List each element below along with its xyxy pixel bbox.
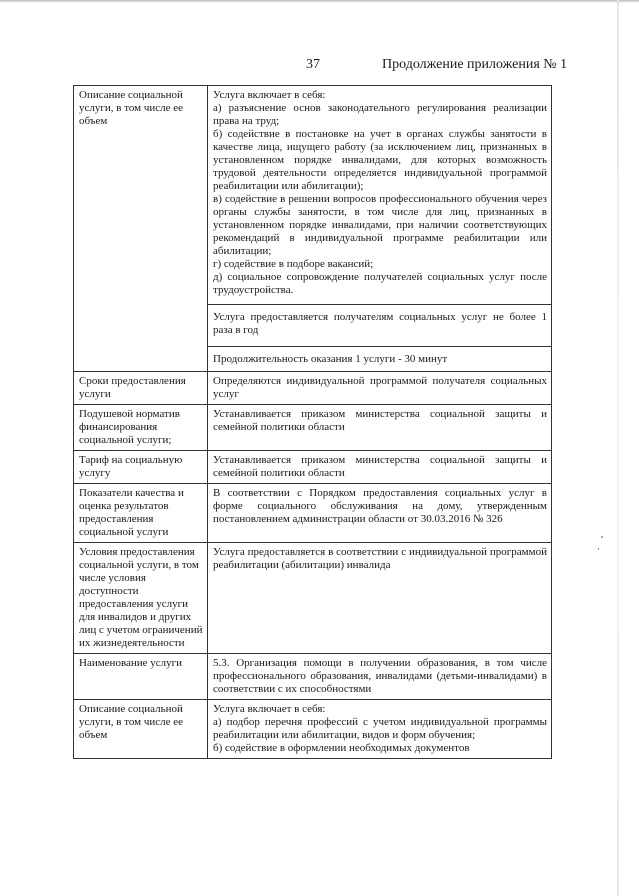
row-label: Сроки предоставления услуги xyxy=(74,372,208,405)
row-value: 5.3. Организация помощи в получении образования, в том числе профессионального образования, инвалидами (детьми-инвалидами) в соответствии с их способностями xyxy=(208,654,552,700)
row-label: Описание социальной услуги, в том числе ее объем xyxy=(74,86,208,372)
row-value: В соответствии с Порядком предоставления социальных услуг в форме социального обслуживания на дому, утвержденным постановлением администрации области от 30.03.2016 № 326 xyxy=(208,484,552,543)
row-value xyxy=(208,86,552,372)
table-row xyxy=(74,484,552,543)
row-label: Условия предоставления социальной услуги, в том числе условия доступности предоставления услуги для инвалидов и других лиц с учетом ограничений их жизнедеятельности xyxy=(74,543,208,654)
scan-edge-right xyxy=(617,0,619,896)
table-row xyxy=(74,372,552,405)
row-label: Подушевой норматив финансирования социальной услуги; xyxy=(74,405,208,451)
row-value: Устанавливается приказом министерства социальной защиты и семейной политики области xyxy=(208,451,552,484)
scan-edge xyxy=(0,0,639,3)
table-row xyxy=(74,451,552,484)
service-description-table xyxy=(73,85,552,759)
list-item: а) подбор перечня профессий с учетом индивидуальной программы реабилитации или абилитации, видов и форм обучения; xyxy=(213,716,547,741)
list-item: г) содействие в подборе вакансий; xyxy=(213,258,374,270)
page-number: 37 xyxy=(306,57,320,72)
row-label: Описание социальной услуги, в том числе ее объем xyxy=(74,700,208,759)
row-value xyxy=(208,700,552,759)
list-item: б) содействие в оформлении необходимых документов xyxy=(213,742,470,754)
row-value: Определяются индивидуальной программой получателя социальных услуг xyxy=(208,372,552,405)
row-value: Устанавливается приказом министерства социальной защиты и семейной политики области xyxy=(208,405,552,451)
table-row xyxy=(74,405,552,451)
duration-note: Продолжительность оказания 1 услуги - 30 минут xyxy=(208,346,551,368)
table-row xyxy=(74,654,552,700)
list-item: д) социальное сопровождение получателей социальных услуг после трудоустройства. xyxy=(213,271,547,296)
scan-speck xyxy=(601,536,603,538)
list-item: б) содействие в постановке на учет в органах службы занятости в качестве лица, ищущего работу (за исключением лиц, признанных в установленном порядке инвалидами, для которых возможность трудовой деятельности определяется индивидуальной программой реабилитации или абилитации); xyxy=(213,128,547,192)
table-row xyxy=(74,86,552,372)
appendix-continuation-heading: Продолжение приложения № 1 xyxy=(382,57,568,72)
table-row xyxy=(74,700,552,759)
frequency-note: Услуга предоставляется получателям социальных услуг не более 1 раза в год xyxy=(208,304,551,339)
row-label: Наименование услуги xyxy=(74,654,208,700)
row-label: Показатели качества и оценка результатов предоставления социальной услуги xyxy=(74,484,208,543)
row-value: Услуга предоставляется в соответствии с индивидуальной программой реабилитации (абилитации) инвалида xyxy=(208,543,552,654)
list-item: в) содействие в решении вопросов профессионального обучения через органы службы занятости, в том числе для лиц, признанных в установленном порядке инвалидами, при наличии соответствующих рекомендаций в индивидуальной программе реабилитации или абилитации; xyxy=(213,193,547,257)
service-composition-list xyxy=(213,89,547,297)
table-row xyxy=(74,543,552,654)
list-item: Услуга включает в себя: xyxy=(213,703,326,715)
list-item: а) разъяснение основ законодательного регулирования реализации права на труд; xyxy=(213,102,547,127)
row-label: Тариф на социальную услугу xyxy=(74,451,208,484)
scan-speck xyxy=(598,548,599,550)
list-item: Услуга включает в себя: xyxy=(213,89,326,101)
